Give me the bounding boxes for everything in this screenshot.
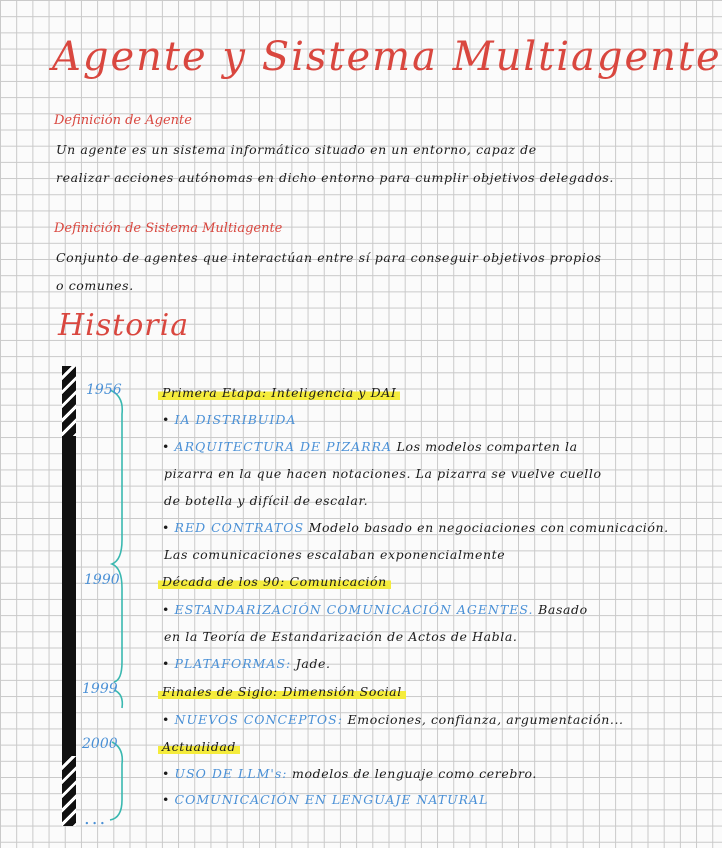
period-1-line-3: pizarra en la que hacen notaciones. La pizarra se vuelve cuello — [164, 466, 602, 481]
period-4-label: Actualidad — [158, 739, 240, 754]
historia-heading: Historia — [58, 308, 190, 343]
period-2-line-2: en la Teoría de Estandarización de Actos de Habla. — [164, 629, 518, 644]
def-sma-line-2: o comunes. — [56, 278, 134, 293]
period-1-label: Primera Etapa: Inteligencia y DAI — [158, 385, 400, 400]
period-2-bullet-1: • ESTANDARIZACIÓN COMUNICACIÓN AGENTES. Basado — [162, 602, 588, 617]
timeline-braces — [100, 390, 140, 820]
timeline-bar — [62, 366, 76, 826]
period-3-bullet-1: • NUEVOS CONCEPTOS: Emociones, confianza, argumentación... — [162, 712, 624, 727]
period-1-bullet-3: • RED CONTRATOS Modelo basado en negociaciones con comunicación. — [162, 520, 669, 535]
def-agente-line-1: Un agente es un sistema informático situado en un entorno, capaz de — [56, 142, 537, 157]
period-3-label: Finales de Siglo: Dimensión Social — [158, 684, 406, 699]
def-sma-heading: Definición de Sistema Multiagente — [54, 221, 283, 236]
period-2-bullet-2: • PLATAFORMAS: Jade. — [162, 656, 331, 671]
year-1990: 1990 — [84, 572, 120, 588]
def-agente-line-2: realizar acciones autónomas en dicho entorno para cumplir objetivos delegados. — [56, 170, 614, 185]
def-sma-line-1: Conjunto de agentes que interactúan entre sí para conseguir objetivos propios — [56, 250, 602, 265]
year-1956: 1956 — [86, 382, 122, 398]
period-1-bullet-1: • IA DISTRIBUIDA — [162, 412, 297, 427]
period-1-line-4: de botella y difícil de escalar. — [164, 493, 369, 508]
year-1999: 1999 — [82, 681, 118, 697]
period-4-bullet-2: • COMUNICACIÓN EN LENGUAJE NATURAL — [162, 792, 489, 807]
period-4-bullet-1: • USO DE LLM's: modelos de lenguaje como cerebro. — [162, 766, 537, 781]
period-1-bullet-2: • ARQUITECTURA DE PIZARRA Los modelos comparten la — [162, 439, 578, 454]
page-title: Agente y Sistema Multiagente — [52, 34, 722, 80]
period-2-label: Década de los 90: Comunicación — [158, 574, 391, 589]
def-agente-heading: Definición de Agente — [54, 113, 192, 128]
timeline-continuation: ... — [84, 808, 108, 829]
period-1-line-6: Las comunicaciones escalaban exponencialmente — [164, 547, 506, 562]
year-2000: 2000 — [82, 736, 118, 752]
